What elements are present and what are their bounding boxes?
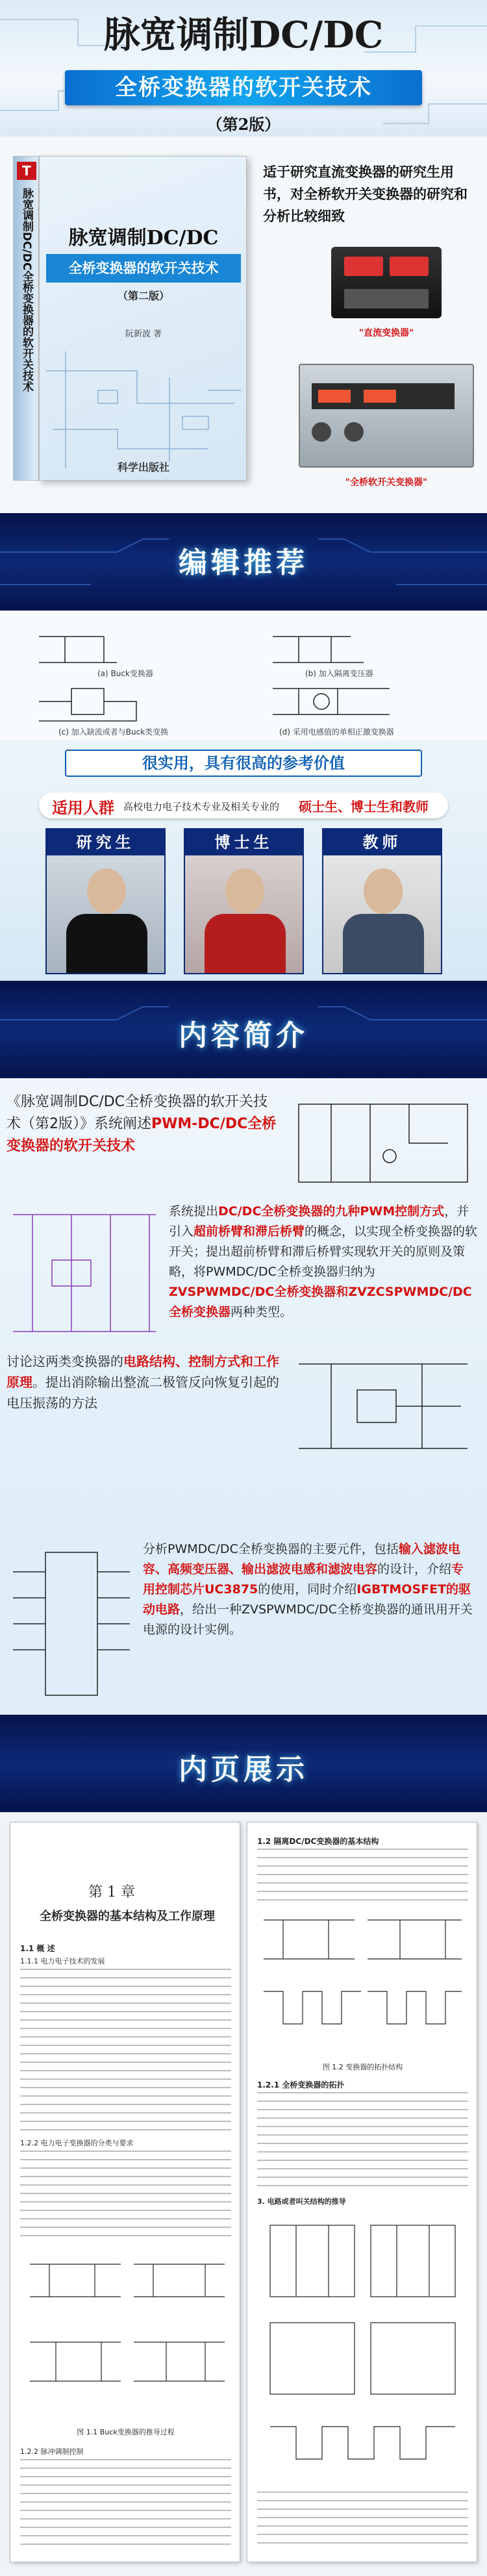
right-subheading: 3. 电路或者叫关结构的推导 <box>257 2197 346 2206</box>
circuit-fig-1 <box>292 1091 474 1195</box>
audience-text: 高校电力电子技术专业及相关专业的 <box>123 801 280 813</box>
slogan-text: 很实用，具有很高的参考价值 <box>142 754 345 772</box>
section-1-2-2: 1.2.2 电力电子变换器的分类与要求 <box>20 2139 134 2147</box>
p4-d: 专用控制芯片UC3875 <box>143 1562 464 1597</box>
chip-diagram <box>6 1539 136 1708</box>
cover-publisher: 科学出版社 <box>117 461 169 474</box>
text-lines-1 <box>20 1969 231 2131</box>
switch-caption: "全桥软开关变换器" <box>345 477 428 488</box>
dc-caption: "直流变换器" <box>358 328 414 338</box>
inner-heading: 内页展示 <box>179 1753 308 1786</box>
recommend-heading: 编辑推荐 <box>179 546 308 579</box>
cover-subtitle-bar <box>46 254 241 283</box>
intro-text: 适于研究直流变换器的研究生用书，对全桥软开关变换器的研究和分析比较细致 <box>263 164 468 224</box>
circuit-fig-2 <box>6 1202 162 1345</box>
right-text-1 <box>257 1849 468 1900</box>
p4-e: 的使用，同时介绍 <box>258 1582 357 1597</box>
book-section <box>0 136 487 513</box>
right-circuit-1 <box>257 1907 468 2056</box>
p3-b: 电路结构、控制方式和工作原理 <box>6 1354 279 1390</box>
p2-e: 的概念，以实现全桥变换器的软开关；提出超前桥臂和滞后桥臂实现软开关的原则及策略，将PWMDC/DC全桥变换器归纳为 <box>169 1224 478 1279</box>
audience-bold: 硕士生、博士生和教师 <box>299 799 429 814</box>
circuit-d-label: (d) 采用电感值的单相正激变换器 <box>279 727 394 737</box>
content-section <box>0 1078 487 1533</box>
book-cover <box>13 156 247 481</box>
left-page <box>10 1822 240 2562</box>
circuit-b-label: (b) 加入隔离变压器 <box>305 669 373 678</box>
p4-c: 的设计，介绍 <box>377 1562 452 1576</box>
audience-card-2 <box>184 828 304 974</box>
circuit-fig-3 <box>292 1351 474 1461</box>
slogan-bar <box>0 740 487 786</box>
book-spine <box>13 156 39 481</box>
right-page <box>247 1822 477 2562</box>
slogan-box <box>65 750 422 777</box>
circuit-diagrams <box>26 617 461 734</box>
content-section-2 <box>0 1533 487 1715</box>
p2-f: ZVSPWMDC/DC全桥变换器和ZVZCSPWMDC/DC全桥变换器 <box>169 1285 472 1319</box>
p2-a: 系统提出 <box>169 1204 219 1219</box>
p4-b: 输入滤波电容、高频变压器、输出滤波电感和滤波电容 <box>143 1542 460 1576</box>
portrait-teacher <box>323 855 441 973</box>
edition-label: （第2版） <box>206 115 281 134</box>
p4-f: IGBTMOSFET的驱动电路 <box>143 1582 471 1617</box>
fullbridge-photo <box>292 357 481 494</box>
cover-title: 脉宽调制DC/DC <box>68 227 219 249</box>
text-lines-2 <box>20 2151 231 2241</box>
circuit-c-label: (c) 加入缺流或者与Buck类变换 <box>58 727 169 737</box>
p3-a: 讨论这两类变换器的 <box>6 1354 123 1369</box>
p2-c: ，并引入 <box>169 1204 469 1239</box>
inner-pages <box>0 1812 487 2576</box>
fig1-caption: 图 1.1 Buck变换器的推导过程 <box>77 2428 175 2436</box>
fig2-caption: 图 1.2 变换器的拓扑结构 <box>322 2063 403 2071</box>
right-text-3 <box>257 2492 468 2550</box>
cover-subtitle: 全桥变换器的软开关技术 <box>68 260 219 276</box>
inner-banner <box>0 1715 487 1812</box>
right-circuit-2 <box>257 2212 468 2485</box>
p2-b: DC/DC全桥变换器的九种PWM控制方式 <box>218 1204 445 1219</box>
audience-card-1 <box>45 828 166 974</box>
cover-author: 阮新波 著 <box>125 329 162 339</box>
content-p4 <box>143 1539 474 1640</box>
content-p3 <box>6 1351 279 1413</box>
p1-b: PWM-DC/DC全桥变换器的软开关技术 <box>6 1116 277 1154</box>
audience-card-3 <box>322 828 442 974</box>
p4-a: 分析PWMDC/DC全桥变换器的主要元件，包括 <box>143 1542 399 1556</box>
p3-c: 。提出消除输出整流二极管反向恢复引起的电压振荡的方法 <box>6 1374 279 1411</box>
p1-a: 《脉宽调制DC/DC全桥变换器的软开关技术（第2版）》系统阐述 <box>6 1094 268 1132</box>
audience-label-2: 博士生 <box>185 829 303 855</box>
p2-d: 超前桥臂和滞后桥臂 <box>194 1224 305 1239</box>
page-circuit <box>23 2251 231 2420</box>
audience-label-1: 研究生 <box>47 829 164 855</box>
right-text-2 <box>257 2092 468 2190</box>
circuit-figures <box>0 611 487 740</box>
publisher-logo: T <box>17 162 36 180</box>
portrait-phd <box>185 855 303 973</box>
p4-g: ，给出一种ZVSPWMDC/DC全桥变换器的通讯用开关电源的设计实例。 <box>143 1602 473 1637</box>
section-1-1: 1.1.1 电力电子技术的发展 <box>20 1957 105 1965</box>
text-lines-3 <box>20 2459 231 2550</box>
content-heading: 内容简介 <box>179 1019 308 1052</box>
right-heading-2: 1.2.1 全桥变换器的拓扑 <box>257 2080 345 2090</box>
dc-converter-photo <box>318 234 455 344</box>
page-title: 脉宽调制DC/DC <box>103 14 384 57</box>
chapter-number: 第 1 章 <box>88 1884 135 1900</box>
portrait-student <box>47 855 164 973</box>
spine-text: 脉宽调制DC/DC全桥变换器的软开关技术 <box>20 188 33 392</box>
audience-bar <box>39 792 448 818</box>
recommend-banner <box>0 513 487 611</box>
header-banner <box>0 0 487 136</box>
audience-label-3: 教师 <box>323 829 441 855</box>
audience-prefix: 适用人群 <box>52 799 114 817</box>
book-front <box>39 156 247 481</box>
cover-edition: （第二版） <box>117 290 169 302</box>
content-banner <box>0 981 487 1078</box>
p2-g: 两种类型。 <box>231 1305 293 1319</box>
subtitle-bar <box>65 70 422 105</box>
right-heading-1: 1.2 隔离DC/DC变换器的基本结构 <box>257 1837 379 1846</box>
cover-circuit-art <box>40 157 247 481</box>
circuit-a-label: (a) Buck变换器 <box>97 669 153 678</box>
section-1: 1.1 概 述 <box>20 1944 55 1953</box>
page-subtitle: 全桥变换器的软开关技术 <box>115 75 372 101</box>
audience-section <box>0 786 487 981</box>
content-p2 <box>169 1202 481 1322</box>
chapter-title: 全桥变换器的基本结构及工作原理 <box>40 1910 215 1923</box>
section-1-2-2-b: 1.2.2 脉冲调制控制 <box>20 2447 84 2456</box>
content-p1 <box>6 1091 279 1157</box>
